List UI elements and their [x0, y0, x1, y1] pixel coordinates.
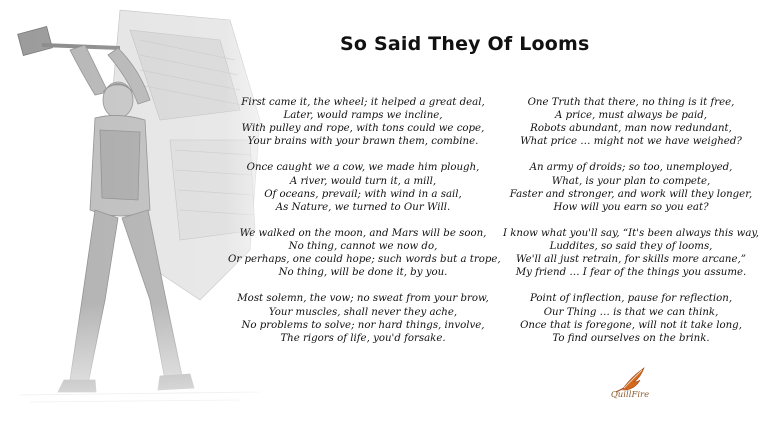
poem-line: Robots abundant, man now redundant, — [530, 123, 732, 135]
poem-line: Luddites, so said they of looms, — [549, 241, 713, 253]
stanza — [496, 227, 766, 279]
stanza — [228, 161, 498, 213]
poem-line: No problems to solve; nor hard things, involve, — [241, 319, 485, 331]
poem-line: Later, would ramps we incline, — [283, 110, 443, 122]
stanza — [496, 292, 766, 344]
poem-line: Once caught we a cow, we made him plough, — [246, 162, 480, 174]
stanza — [496, 161, 766, 213]
poem-line: Once that is foregone, will not it take long, — [520, 319, 742, 331]
poem-line: We walked on the moon, and Mars will be soon, — [239, 227, 487, 239]
poem-line: The rigors of life, you'd forsake. — [280, 332, 446, 344]
poem-line: My friend … I fear of the things you assume. — [515, 267, 747, 279]
poem-line: Your muscles, shall never they ache, — [268, 306, 458, 318]
poem-line: I know what you'll say, “It's been always this way, — [502, 227, 760, 239]
stanza — [228, 292, 498, 344]
poem-line: A price, must always be paid, — [555, 110, 707, 122]
stanza — [496, 96, 766, 148]
poem-title: So Said They Of Looms — [340, 33, 590, 55]
poem-line: We'll all just retrain, for skills more arcane,” — [516, 254, 746, 266]
poem-line: How will you earn so you eat? — [553, 201, 709, 213]
poem-line: As Nature, we turned to Our Will. — [275, 201, 451, 213]
stanza — [228, 96, 498, 148]
poem-line: One Truth that there, no thing is it free, — [527, 97, 735, 108]
stanza — [228, 227, 501, 279]
poem-line: An army of droids; so too, unemployed, — [529, 162, 733, 174]
poem-line: First came it, the wheel; it helped a great deal, — [241, 97, 485, 108]
poem-line: Or perhaps, one could hope; such words but a trope, — [228, 254, 501, 266]
poem-line: Our Thing … is that we can think, — [543, 306, 719, 318]
poem-line: Faster and stronger, and work will they longer, — [509, 188, 753, 200]
poem-line: To find ourselves on the brink. — [552, 332, 710, 344]
quillfire-logo — [600, 364, 660, 410]
poem-line: Most solemn, the vow; no sweat from your brow, — [237, 293, 489, 305]
poem-line: What, is your plan to compete, — [551, 175, 711, 187]
poem-line: No thing, cannot we now do, — [288, 241, 438, 253]
poem-line: What price … might not we have weighed? — [520, 136, 742, 148]
poem-line: Point of inflection, pause for reflection, — [529, 293, 733, 305]
logo-text: QuillFire — [610, 390, 650, 400]
poem-right-column — [496, 96, 766, 358]
poem-left-column — [228, 96, 501, 358]
poem-line: No thing, will be done it, by you. — [278, 267, 448, 279]
poem-line: A river, would turn it, a mill, — [289, 175, 437, 187]
poem-line: Of oceans, prevail; with wind in a sail, — [264, 188, 462, 200]
poem-line: With pulley and rope, with tons could we cope, — [241, 123, 485, 135]
poem-line: Your brains with your brawn them, combine. — [247, 136, 479, 148]
